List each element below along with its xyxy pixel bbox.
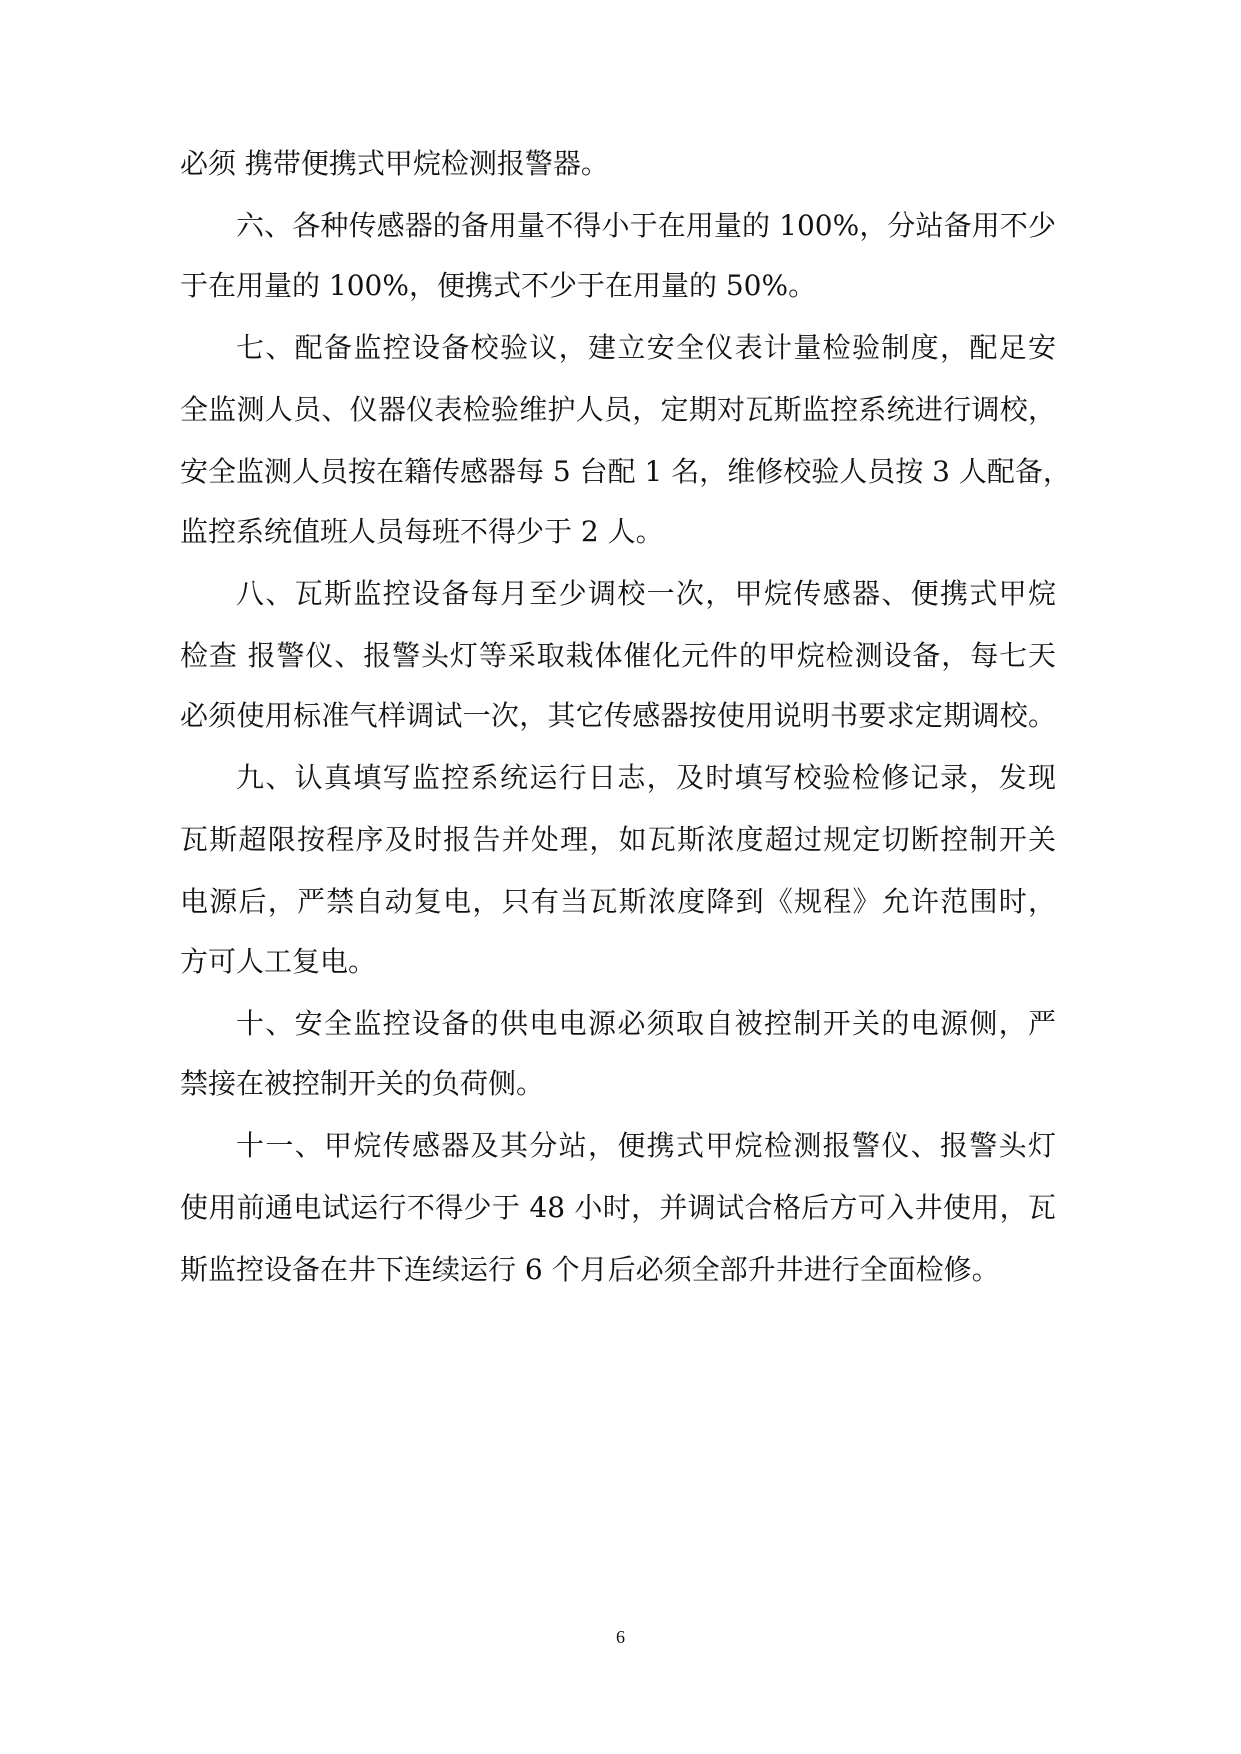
text-line: 八、瓦斯监控设备每月至少调校一次，甲烷传感器、便携式甲烷 bbox=[236, 577, 1056, 610]
text-line: 禁接在被控制开关的负荷侧。 bbox=[180, 1067, 545, 1100]
text-line: 十、安全监控设备的供电电源必须取自被控制开关的电源侧，严 bbox=[236, 1007, 1056, 1040]
text-line: 瓦斯超限按程序及时报告并处理，如瓦斯浓度超过规定切断控制开关 bbox=[180, 823, 1056, 856]
text-line: 安全监测人员按在籍传感器每 5 台配 1 名，维修校验人员按 3 人配备， bbox=[180, 455, 1071, 488]
text-line: 十一、甲烷传感器及其分站，便携式甲烷检测报警仪、报警头灯 bbox=[236, 1129, 1056, 1162]
text-line: 全监测人员、仪器仪表检验维护人员，定期对瓦斯监控系统进行调校， bbox=[180, 393, 1056, 426]
text-line: 七、配备监控设备校验议，建立安全仪表计量检验制度，配足安 bbox=[236, 331, 1056, 364]
text-line: 必须使用标准气样调试一次，其它传感器按使用说明书要求定期调校。 bbox=[180, 699, 1056, 732]
text-line: 电源后，严禁自动复电，只有当瓦斯浓度降到《规程》允许范围时， bbox=[180, 885, 1056, 918]
text-line: 方可人工复电。 bbox=[180, 945, 377, 978]
page-number: 6 bbox=[616, 1627, 625, 1647]
text-line: 六、各种传感器的备用量不得小于在用量的 100%，分站备用不少 bbox=[236, 209, 1056, 242]
text-line: 使用前通电试运行不得少于 48 小时，并调试合格后方可入井使用，瓦 bbox=[180, 1191, 1056, 1224]
text-line: 监控系统值班人员每班不得少于 2 人。 bbox=[180, 515, 664, 548]
text-line: 斯监控设备在井下连续运行 6 个月后必须全部升井进行全面检修。 bbox=[180, 1253, 1000, 1286]
text-line: 必须 携带便携式甲烷检测报警器。 bbox=[180, 147, 609, 180]
text-line: 九、认真填写监控系统运行日志，及时填写校验检修记录，发现 bbox=[236, 761, 1056, 794]
text-line: 检查 报警仪、报警头灯等采取栽体催化元件的甲烷检测设备，每七天 bbox=[180, 639, 1056, 672]
text-line: 于在用量的 100%，便携式不少于在用量的 50%。 bbox=[180, 269, 817, 302]
